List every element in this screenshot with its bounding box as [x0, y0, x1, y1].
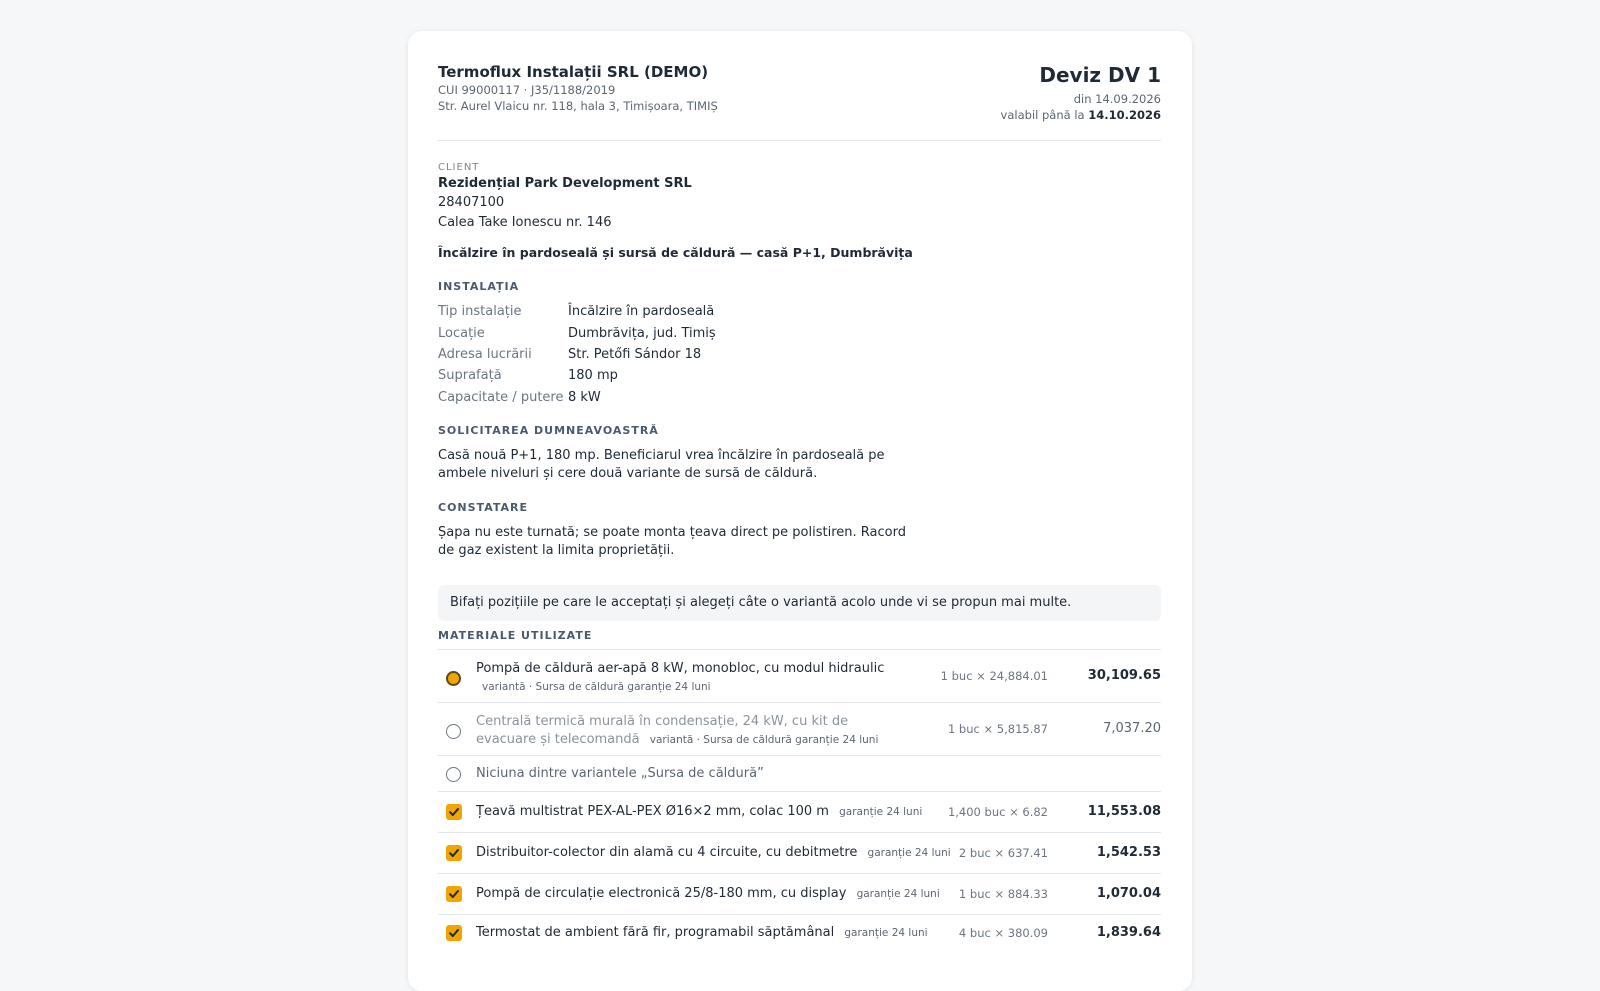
client-address: Calea Take Ionescu nr. 146 [438, 215, 612, 230]
variant-radio-selected[interactable] [446, 671, 461, 686]
material-amount: 30,109.65 [1087, 668, 1161, 683]
material-meta: variantă · Sursa de căldură garanție 24 luni [649, 734, 879, 746]
material-checkbox[interactable] [446, 925, 462, 941]
document-date: din 14.09.2026 [1073, 92, 1161, 106]
material-quantity: 1 buc × 884.33 [958, 887, 1048, 901]
material-description [476, 803, 956, 821]
material-quantity: 1 buc × 24,884.01 [940, 669, 1048, 683]
materials-heading: MATERIALE UTILIZATE [438, 629, 593, 642]
check-icon [448, 888, 460, 900]
material-row[interactable] [438, 832, 1161, 874]
installation-value: 180 mp [568, 368, 618, 383]
document-validity [1001, 108, 1161, 122]
installation-value: Str. Petőfi Sándor 18 [568, 347, 702, 362]
material-name: Țeavă multistrat PEX-AL-PEX Ø16×2 mm, colac 100 m [476, 804, 829, 819]
material-meta: variantă · Sursa de căldură garanție 24 luni [482, 681, 711, 693]
installation-value: Dumbrăvița, jud. Timiș [568, 326, 716, 341]
client-code: 28407100 [438, 195, 505, 210]
material-row[interactable] [438, 755, 1161, 792]
material-name: Pompă de circulație electronică 25/8-180 mm, cu display [476, 886, 847, 901]
request-text: Casă nouă P+1, 180 mp. Beneficiarul vrea încălzire în pardoseală pe ambele niveluri și cere două variante de sursă de căldură. [438, 448, 885, 481]
installation-key: Tip instalație [438, 304, 522, 319]
material-description [476, 924, 956, 942]
check-icon [448, 847, 460, 859]
material-checkbox[interactable] [446, 804, 462, 820]
company-registration: CUI 99000117 · J35/1188/2019 [438, 83, 616, 97]
material-quantity: 4 buc × 380.09 [958, 926, 1048, 940]
material-row[interactable] [438, 702, 1161, 756]
material-description: Niciuna dintre variantele „Sursa de căldură” [476, 766, 764, 781]
client-label: CLIENT [438, 162, 480, 173]
validity-prefix: valabil până la [1000, 108, 1085, 122]
material-row[interactable] [438, 873, 1161, 915]
finding-text: Șapa nu este turnată; se poate monta țeava direct pe polistiren. Racord de gaz existent la limita proprietății. [438, 525, 906, 558]
material-name: Pompă de căldură aer-apă 8 kW, monobloc, cu modul hidraulic [476, 661, 885, 676]
document-title: Deviz DV 1 [1039, 63, 1161, 87]
material-quantity: 1 buc × 5,815.87 [947, 722, 1048, 736]
installation-key: Adresa lucrării [438, 347, 532, 362]
material-checkbox[interactable] [446, 845, 462, 861]
installation-key: Suprafață [438, 368, 502, 383]
material-amount: 1,542.53 [1096, 845, 1161, 860]
material-description [476, 713, 896, 749]
material-description [476, 660, 916, 696]
quote-card [408, 31, 1192, 991]
material-amount: 11,553.08 [1087, 804, 1161, 819]
installation-heading: INSTALAȚIA [438, 280, 520, 293]
check-icon [448, 927, 460, 939]
variant-none-radio[interactable] [446, 767, 461, 782]
material-name: Termostat de ambient fără fir, programabil săptămânal [476, 925, 835, 940]
installation-value: 8 kW [568, 390, 601, 405]
material-row[interactable] [438, 914, 1161, 956]
request-heading: SOLICITAREA DUMNEAVOASTRĂ [438, 424, 659, 437]
material-description [476, 844, 956, 862]
check-icon [448, 806, 460, 818]
material-meta: garanție 24 luni [867, 847, 951, 859]
validity-date: 14.10.2026 [1088, 108, 1161, 122]
material-row[interactable] [438, 649, 1161, 703]
header-divider [438, 140, 1161, 141]
project-title: Încălzire în pardoseală și sursă de căldură — casă P+1, Dumbrăvița [438, 245, 913, 260]
material-amount: 1,839.64 [1096, 925, 1161, 940]
material-name: Centrală termică murală în condensație, 24 kW, cu kit de evacuare și telecomandă [476, 714, 849, 747]
client-name: Rezidențial Park Development SRL [438, 176, 692, 191]
installation-key: Capacitate / putere [438, 390, 564, 405]
company-address: Str. Aurel Vlaicu nr. 118, hala 3, Timișoara, TIMIȘ [438, 99, 718, 113]
material-meta: garanție 24 luni [844, 927, 928, 939]
material-name: Distribuitor-colector din alamă cu 4 circuite, cu debitmetre [476, 845, 858, 860]
material-amount: 1,070.04 [1096, 886, 1161, 901]
material-quantity: 1,400 buc × 6.82 [947, 805, 1048, 819]
material-checkbox[interactable] [446, 886, 462, 902]
finding-heading: CONSTATARE [438, 501, 529, 514]
company-name: Termoflux Instalații SRL (DEMO) [438, 63, 709, 81]
instructions-notice [438, 585, 1161, 621]
material-quantity: 2 buc × 637.41 [958, 846, 1048, 860]
notice-text: Bifați pozițiile pe care le acceptați și alegeți câte o variantă acolo unde vi se propun mai multe. [450, 595, 1072, 610]
material-description [476, 885, 956, 903]
installation-value: Încălzire în pardoseală [568, 304, 715, 319]
material-amount: 7,037.20 [1103, 721, 1161, 736]
material-row[interactable] [438, 791, 1161, 833]
material-meta: garanție 24 luni [856, 888, 940, 900]
variant-radio[interactable] [446, 724, 461, 739]
material-meta: garanție 24 luni [839, 806, 923, 818]
installation-key: Locație [438, 326, 485, 341]
